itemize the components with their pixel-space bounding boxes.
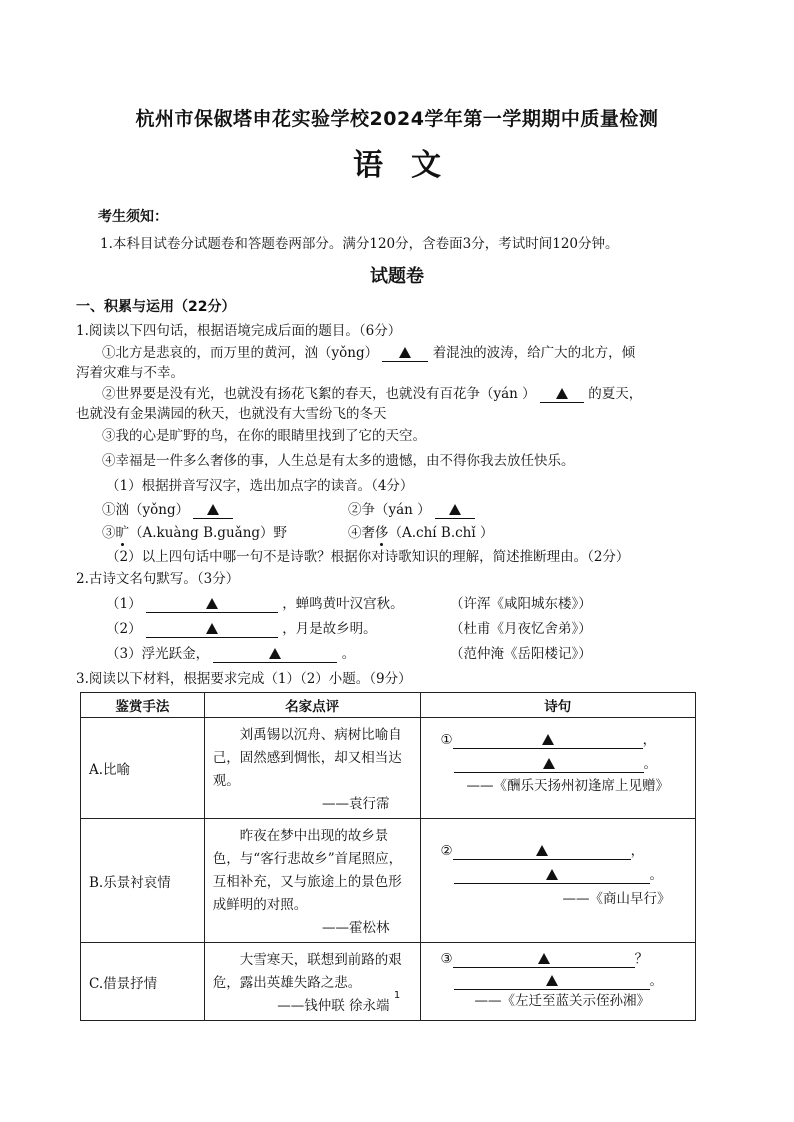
comment-cell — [204, 819, 420, 943]
q2-line-text: 。 — [341, 646, 356, 662]
table-header-row — [81, 693, 696, 718]
q1-option-c — [102, 524, 287, 542]
triangle-marker-icon — [206, 623, 218, 634]
q2-line-text: ，蝉鸣黄叶汉宫秋。 — [282, 596, 404, 612]
table-header: 名家点评 — [204, 693, 420, 718]
triangle-marker-icon — [206, 598, 218, 609]
triangle-marker-icon — [543, 758, 555, 769]
comment-text: 昨夜在梦中出现的故乡景色，与“客行悲故乡”首尾照应，互相补充，又与旅途上的景色形成鲜明的对照。 — [212, 828, 403, 913]
q2-line-prefix: （3）浮光跃金， — [106, 646, 210, 662]
critic-name: ——袁行霈 — [322, 796, 390, 812]
verse-source: ——《左迁至蓝关示侄孙湘》 — [474, 993, 650, 1009]
q1-option-a — [102, 501, 233, 519]
q1-sentence-3: ③我的心是旷野的鸟，在你的眼睛里找到了它的天空。 — [102, 428, 426, 444]
answer-blank[interactable] — [454, 756, 644, 773]
verse-number: ② — [440, 843, 453, 859]
q2-line-2 — [106, 620, 377, 638]
q1-sentence-1 — [102, 344, 635, 362]
option-d-choices: （A.chí B.chǐ ） — [388, 525, 494, 541]
q1-s1-part-c: 泻着灾难与不幸。 — [76, 365, 184, 381]
verse-line — [454, 969, 664, 990]
verse-punct: ， — [642, 732, 657, 748]
q2-source-2: （杜甫《月夜忆舍弟》） — [450, 621, 592, 637]
triangle-marker-icon — [449, 504, 461, 515]
verse-punct: 。 — [649, 867, 663, 883]
q1-s1-part-b: 着混浊的波涛，给广大的北方，倾 — [432, 345, 636, 361]
q1-option-b — [348, 501, 475, 519]
q1-sentence-2 — [102, 385, 642, 403]
q2-source-1: （许浑《咸阳城东楼》） — [450, 596, 592, 612]
table-header: 诗句 — [420, 693, 696, 718]
option-c-dotted-char: 旷 — [115, 525, 129, 541]
option-b-label: ②争（yán ） — [348, 502, 431, 518]
technique-cell: C.借景抒情 — [81, 943, 205, 1021]
q2-source-3: （范仲淹《岳阳楼记》） — [450, 646, 592, 662]
q1-s1-part-a: ①北方是悲哀的，而万里的黄河，汹（yǒng） — [102, 345, 379, 361]
answer-blank[interactable] — [213, 646, 337, 663]
q1-sentence-4: ④幸福是一件多么奢侈的事，人生总是有太多的遗憾，由不得你我去放任快乐。 — [102, 453, 575, 469]
verse-line — [441, 947, 649, 968]
comment-text: 大雪寒天，联想到前路的艰危，露出英雄失路之悲。 — [212, 952, 402, 991]
triangle-marker-icon — [399, 347, 411, 358]
comment-text: 刘禹锡以沉舟、病树比喻自己，固然感到惆怅，却又相当达观。 — [212, 727, 402, 789]
answer-blank[interactable] — [146, 596, 278, 613]
answer-blank[interactable] — [435, 502, 475, 519]
table-row — [81, 718, 696, 819]
technique-cell: A.比喻 — [81, 718, 205, 819]
critic-name: ——钱仲联 徐永端 — [277, 998, 390, 1014]
option-d-dotted-char: 侈 — [375, 525, 389, 541]
verse-line — [441, 839, 645, 860]
option-c-number: ③ — [102, 525, 116, 541]
verse-punct: ？ — [634, 951, 649, 967]
verse-number: ① — [440, 732, 453, 748]
q2-line-3 — [106, 645, 355, 663]
table-row — [81, 819, 696, 943]
q2-line-number: （2） — [106, 621, 142, 637]
option-d-number: ④奢 — [348, 525, 375, 541]
triangle-marker-icon — [556, 388, 568, 399]
verse-source: ——《商山早行》 — [562, 891, 671, 907]
answer-blank[interactable] — [453, 843, 631, 860]
triangle-marker-icon — [546, 975, 558, 986]
page-number: 1 — [393, 990, 401, 1001]
verse-line — [441, 728, 657, 749]
comment-cell — [204, 718, 420, 819]
q2-stem: 2.古诗文名句默写。（3分） — [76, 571, 240, 587]
triangle-marker-icon — [542, 734, 554, 745]
verse-cell — [420, 819, 696, 943]
triangle-marker-icon — [207, 504, 219, 515]
triangle-marker-icon — [546, 869, 558, 880]
section-heading: 一、积累与运用（22分） — [76, 299, 236, 315]
verse-source: ——《酬乐天扬州初逢席上见赠》 — [466, 778, 669, 794]
answer-blank[interactable] — [454, 867, 650, 884]
q1-stem: 1.阅读以下四句话，根据语境完成后面的题目。（6分） — [76, 323, 402, 339]
table-row — [81, 943, 696, 1021]
technique-cell: B.乐景衬哀情 — [81, 819, 205, 943]
verse-cell — [420, 718, 696, 819]
q2-line-number: （1） — [106, 596, 142, 612]
q2-line-1 — [106, 595, 404, 613]
answer-blank[interactable] — [193, 502, 233, 519]
q1-s2-part-c: 也就没有金果满园的秋天，也就没有大雪纷飞的冬天 — [76, 406, 387, 422]
exam-title: 杭州市保俶塔申花实验学校2024学年第一学期期中质量检测 — [135, 108, 659, 130]
q1-sub2: （2）以上四句话中哪一句不是诗歌？根据你对诗歌知识的理解，简述推断理由。（2分） — [106, 549, 630, 565]
notice-item: 1.本科目试卷分试题卷和答题卷两部分。满分120分，含卷面3分，考试时间120分钟。 — [100, 236, 619, 252]
answer-blank[interactable] — [382, 345, 428, 362]
verse-line — [454, 752, 658, 773]
triangle-marker-icon — [536, 845, 548, 856]
verse-punct: 。 — [649, 973, 663, 989]
answer-blank[interactable] — [453, 732, 643, 749]
verse-number: ③ — [440, 951, 453, 967]
option-c-choices: （A.kuàng B.guǎng）野 — [129, 525, 288, 541]
verse-punct: ， — [630, 843, 645, 859]
q1-s2-part-a: ②世界要是没有光，也就没有扬花飞絮的春天，也就没有百花争（yán ） — [102, 386, 536, 402]
answer-blank[interactable] — [453, 951, 635, 968]
q3-stem: 3.阅读以下材料，根据要求完成（1）（2）小题。（9分） — [76, 671, 412, 687]
q1-s2-part-b: 的夏天， — [588, 386, 643, 402]
comment-cell — [204, 943, 420, 1021]
answer-blank[interactable] — [540, 386, 584, 403]
triangle-marker-icon — [269, 648, 281, 659]
table-header: 鉴赏手法 — [81, 693, 205, 718]
paper-title: 试题卷 — [370, 266, 424, 287]
q2-line-text: ，月是故乡明。 — [282, 621, 377, 637]
triangle-marker-icon — [538, 953, 550, 964]
subject-title: 语文 — [353, 148, 469, 183]
option-a-label: ①汹（yǒng） — [102, 502, 190, 518]
answer-blank[interactable] — [454, 973, 650, 990]
critic-name: ——霍松林 — [322, 920, 390, 936]
verse-cell — [420, 943, 696, 1021]
answer-blank[interactable] — [146, 621, 278, 638]
notice-heading: 考生须知： — [98, 209, 168, 225]
q1-option-d — [348, 524, 493, 542]
verse-line — [454, 863, 664, 884]
appreciation-table — [80, 692, 696, 1021]
q1-sub1: （1）根据拼音写汉字，选出加点字的读音。（4分） — [106, 478, 414, 494]
verse-punct: 。 — [643, 756, 657, 772]
